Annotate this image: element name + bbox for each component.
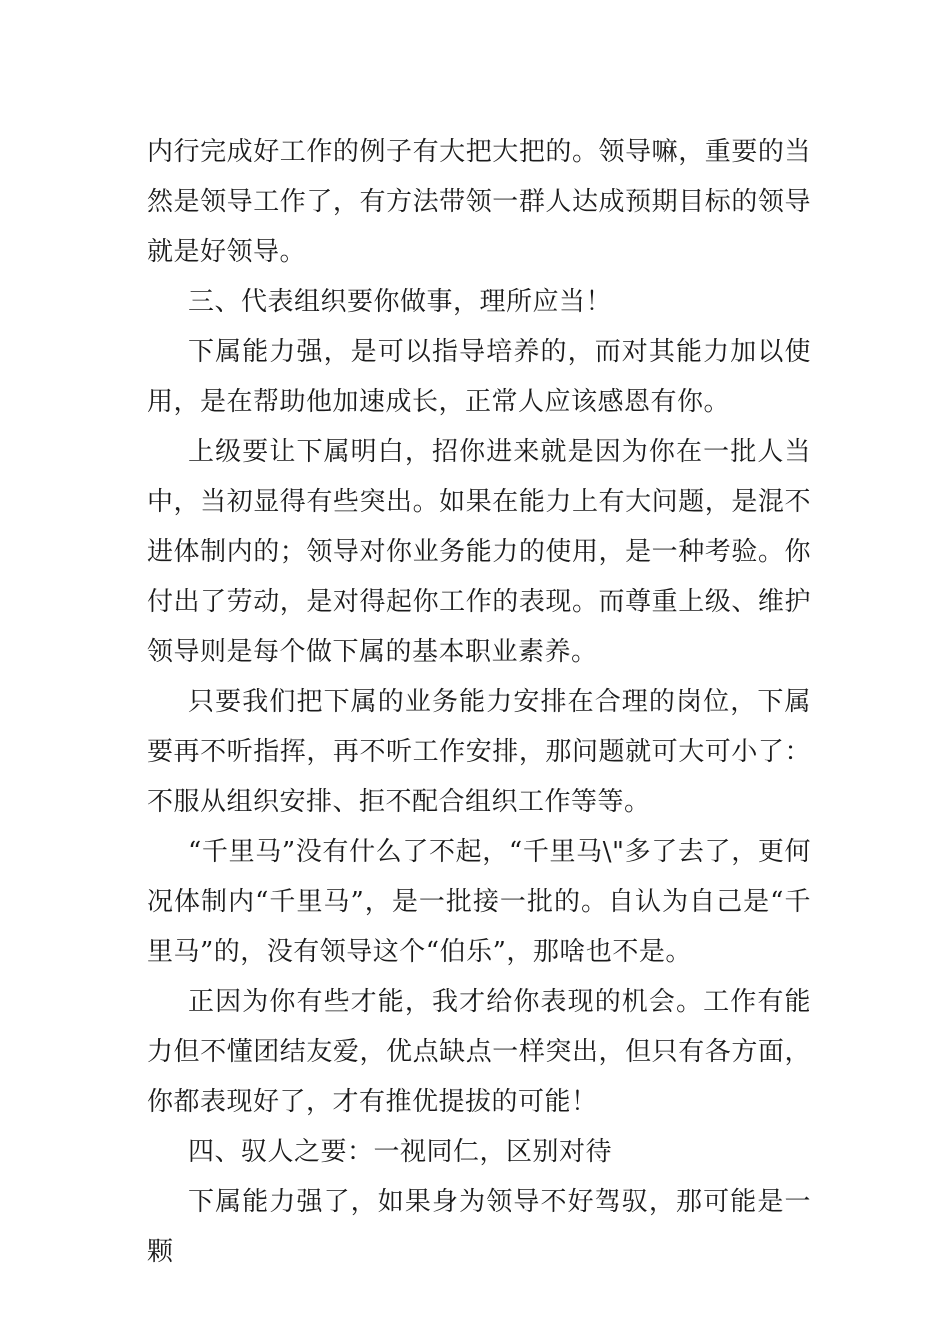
paragraph-continuation: 内行完成好工作的例子有大把大把的。领导嘛，重要的当然是领导工作了，有方法带领一群人达成预期目标的领导就是好领导。 — [147, 137, 811, 267]
section-heading-4: 四、驭人之要：一视同仁，区别对待 — [188, 1137, 613, 1167]
section-heading-3: 三、代表组织要你做事，理所应当！ — [188, 287, 613, 317]
paragraph: “千里马”没有什么了不起，“千里马\"多了去了，更何况体制内“千里马”，是一批接一批的。自认为自己是“千里马”的，没有领导这个“伯乐”，那啥也不是。 — [147, 837, 811, 967]
paragraph: 下属能力强，是可以指导培养的，而对其能力加以使用，是在帮助他加速成长，正常人应该感恩有你。 — [147, 337, 811, 417]
paragraph: 正因为你有些才能，我才给你表现的机会。工作有能力但不懂团结友爱，优点缺点一样突出，但只有各方面，你都表现好了，才有推优提拔的可能！ — [147, 987, 811, 1117]
paragraph: 只要我们把下属的业务能力安排在合理的岗位，下属要再不听指挥，再不听工作安排，那问题就可大可小了：不服从组织安排、拒不配合组织工作等等。 — [147, 687, 811, 817]
paragraph: 上级要让下属明白，招你进来就是因为你在一批人当中，当初显得有些突出。如果在能力上有大问题，是混不进体制内的；领导对你业务能力的使用，是一种考验。你付出了劳动，是对得起你工作的表现。而尊重上级、维护领导则是每个做下属的基本职业素养。 — [147, 437, 811, 667]
paragraph: 下属能力强了，如果身为领导不好驾驭，那可能是一颗 — [147, 1187, 811, 1267]
document-body — [147, 127, 811, 1277]
